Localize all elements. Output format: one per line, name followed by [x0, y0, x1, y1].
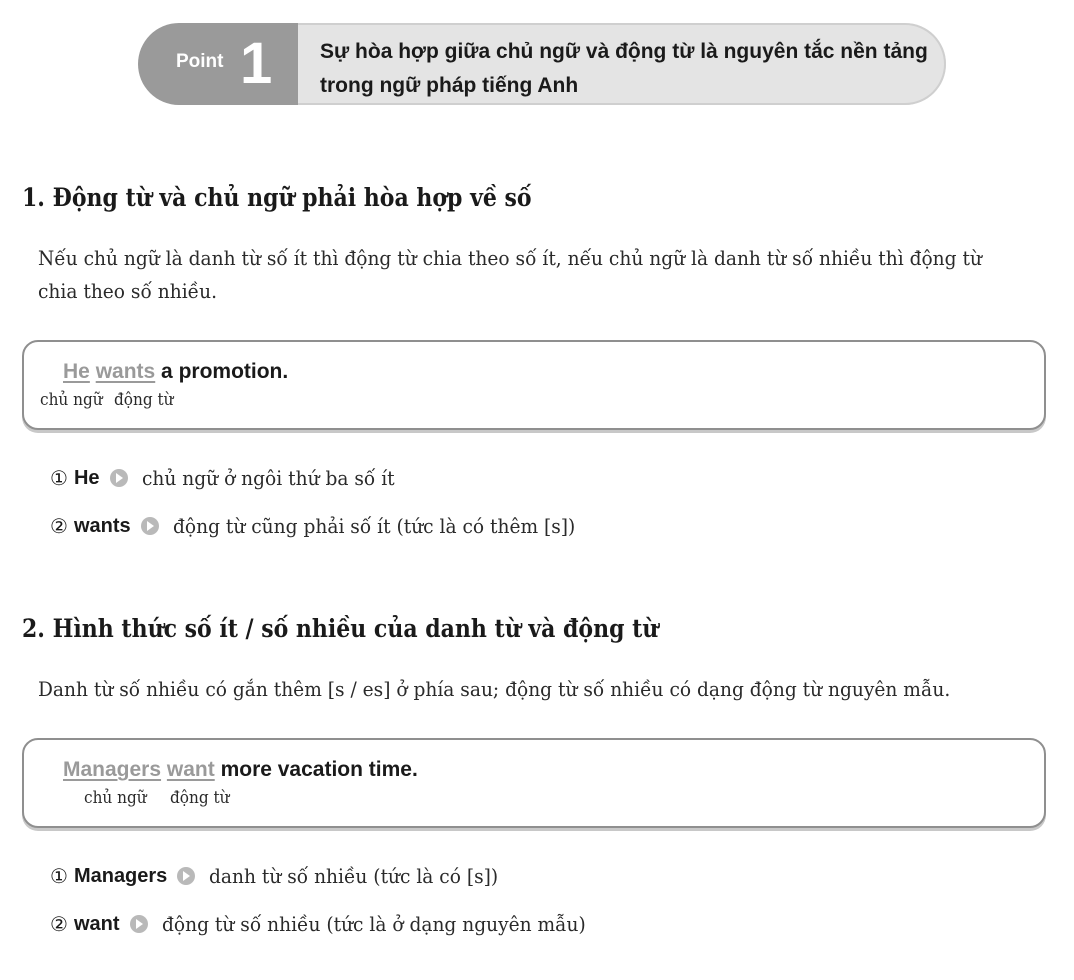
example-rest: more vacation time.	[214, 758, 418, 781]
note-keyword: wants	[73, 514, 131, 537]
arrow-right-icon	[110, 469, 128, 487]
arrow-right-icon	[130, 915, 148, 933]
section2-paragraph-line1: Danh từ số nhiều có gắn thêm [s / es] ở phía sau; động từ số nhiều có dạng động từ nguyên mẫu.	[38, 677, 951, 701]
note-number: ①	[50, 864, 68, 888]
banner-title-line2: trong ngữ pháp tiếng Anh	[320, 74, 579, 97]
example-verb: wants	[95, 360, 156, 383]
note-description: động từ cũng phải số ít (tức là có thêm [s])	[172, 514, 575, 538]
section1-example-box	[22, 340, 1046, 430]
section2-example-box	[22, 738, 1046, 828]
section1-paragraph	[38, 242, 987, 308]
note-keyword: want	[73, 912, 120, 935]
example-verb-label: động từ	[170, 788, 230, 808]
point-number: 1	[240, 31, 273, 96]
section2-note-1	[50, 864, 520, 888]
note-number: ①	[50, 466, 68, 490]
example-subject: Managers	[63, 758, 162, 781]
point-badge	[138, 23, 298, 105]
section1-example-sentence	[63, 360, 288, 384]
point-banner	[138, 23, 946, 105]
banner-title-line1: Sự hòa hợp giữa chủ ngữ và động từ là nguyên tắc nền tảng	[320, 40, 928, 63]
section2-note-2	[50, 912, 617, 936]
section1-heading: 1. Động từ và chủ ngữ phải hòa hợp về số	[22, 183, 532, 212]
arrow-right-icon	[141, 517, 159, 535]
section2-heading: 2. Hình thức số ít / số nhiều của danh từ và động từ	[22, 614, 659, 643]
example-subject-label: chủ ngữ	[84, 788, 147, 808]
section1-paragraph-line1: Nếu chủ ngữ là danh từ số ít thì động từ chia theo số ít, nếu chủ ngữ là danh từ số nhiều thì động từ	[38, 246, 982, 270]
note-keyword: Managers	[73, 864, 168, 887]
example-subject: He	[63, 360, 90, 383]
note-description: chủ ngữ ở ngôi thứ ba số ít	[141, 466, 395, 490]
section1-note-1	[50, 466, 413, 490]
example-verb: want	[166, 758, 215, 781]
section2-paragraph	[38, 673, 987, 706]
section1-paragraph-line2: chia theo số nhiều.	[38, 279, 218, 303]
note-description: danh từ số nhiều (tức là có [s])	[209, 864, 499, 888]
section1-note-2	[50, 514, 605, 538]
note-keyword: He	[73, 466, 100, 489]
banner-title	[320, 35, 940, 103]
note-number: ②	[50, 912, 68, 936]
example-rest: a promotion.	[155, 360, 289, 383]
arrow-right-icon	[177, 867, 195, 885]
example-verb-label: động từ	[114, 390, 174, 410]
note-description: động từ số nhiều (tức là ở dạng nguyên mẫu)	[161, 912, 586, 936]
note-number: ②	[50, 514, 68, 538]
example-subject-label: chủ ngữ	[40, 390, 103, 410]
section2-example-sentence	[63, 758, 418, 782]
point-label: Point	[176, 51, 224, 72]
